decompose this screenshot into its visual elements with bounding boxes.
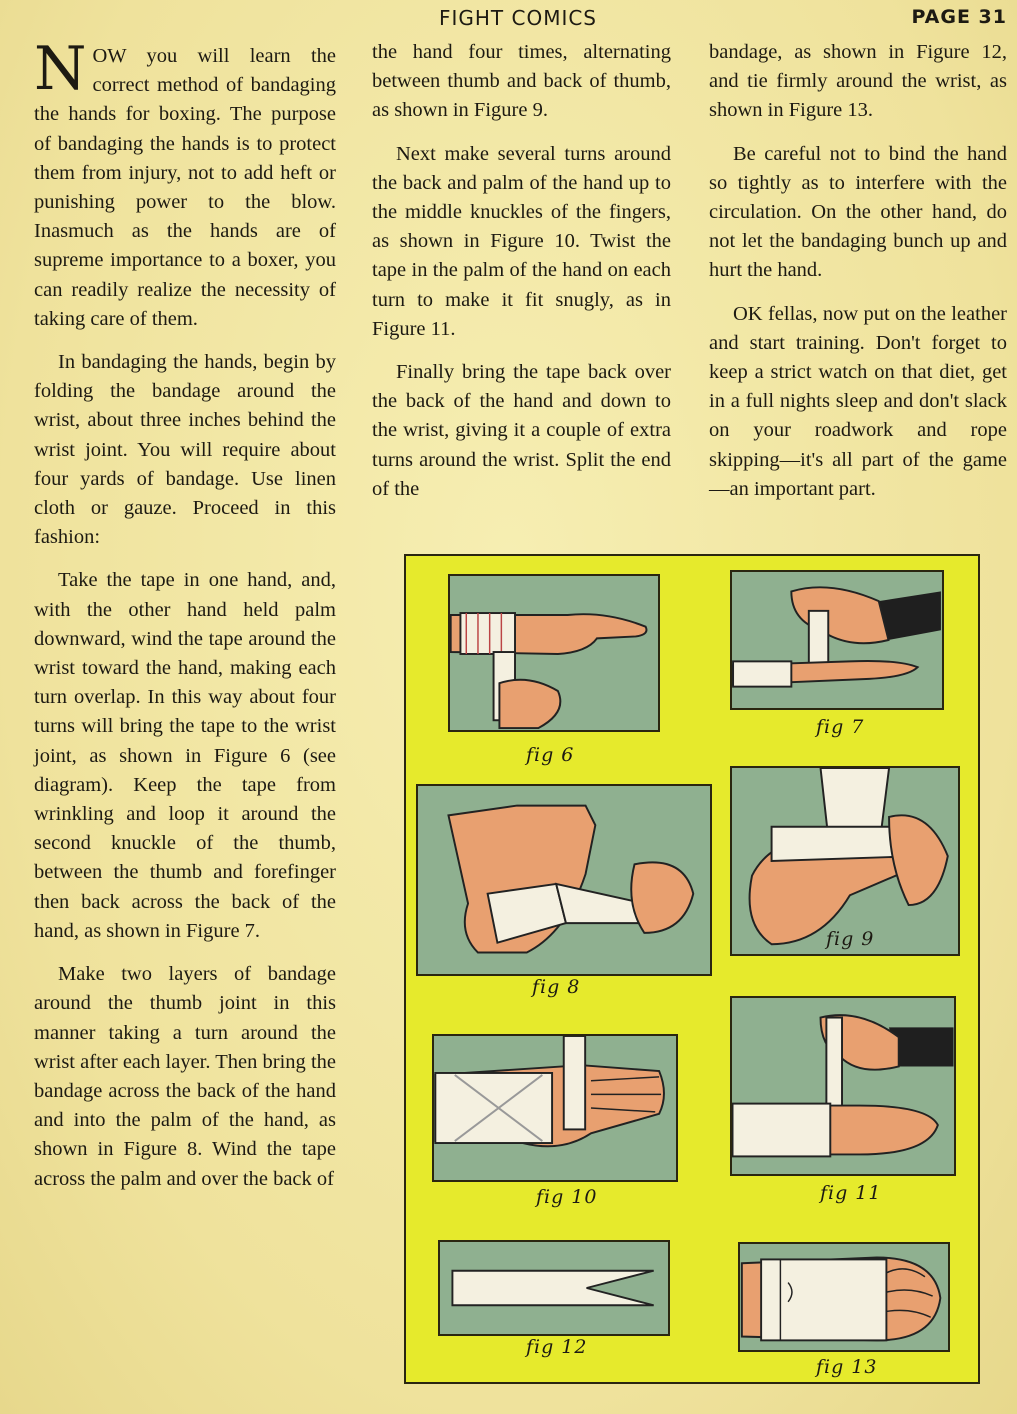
paragraph: Take the tape in one hand, and, with the other hand held palm downward, wind the tape around the wrist toward the hand, making each turn overlap. In this way about four turns will bring the tape to the wrist joint, as shown in Figure 6 (see diagram). Keep the tape from wrinkling and loop it around the second knuckle of the thumb, between the thumb and forefinger then back across the back of the hand, as shown in Figure 7.	[34, 569, 336, 942]
paragraph: the hand four times, alternating between thumb and back of thumb, as shown in Figure 9.	[372, 41, 671, 122]
figure-13-illustration	[738, 1242, 950, 1352]
magazine-title: FIGHT COMICS	[438, 6, 598, 30]
hand-wrapping-wrist-illustration	[450, 576, 658, 730]
bandage-over-back-of-hand-illustration	[732, 768, 958, 954]
diagram-panel	[404, 554, 980, 1384]
figure-7-illustration	[730, 570, 944, 710]
figure-8-caption: fig 8	[532, 976, 581, 998]
paragraph: OK fellas, now put on the leather and start training. Don't forget to keep a strict watch on that diet, get in a full nights sleep and don't slack on your roadwork and rope skipping—it's all part of the game—an important part.	[709, 302, 1007, 500]
text-column-3	[709, 38, 1007, 518]
drop-cap: N	[34, 34, 87, 104]
figure-11-illustration	[730, 996, 956, 1176]
split-bandage-end-illustration	[440, 1242, 668, 1334]
text-column-2	[372, 38, 671, 518]
bandage-around-thumb-illustration	[732, 572, 942, 708]
figure-10-illustration	[432, 1034, 678, 1182]
figure-10-caption: fig 10	[536, 1186, 598, 1208]
figure-7-caption: fig 7	[816, 716, 865, 738]
bandage-to-knuckles-illustration	[434, 1036, 676, 1180]
paragraph: Next make several turns around the back and palm of the hand up to the middle knuckles of the fingers, as shown in Figure 10. Twist the tape in the palm of the hand on each turn to make it fit snugly, as in Figure 11.	[372, 142, 671, 340]
bandage-across-palm-illustration	[418, 786, 710, 974]
figure-8-illustration	[416, 784, 712, 976]
figure-12-illustration	[438, 1240, 670, 1336]
text-column-1	[34, 34, 336, 1208]
paragraph: Be careful not to bind the hand so tightly as to interfere with the circulation. On the other hand, do not let the bandaging bunch up and hurt the hand.	[709, 142, 1007, 282]
figure-13-caption: fig 13	[816, 1356, 878, 1378]
figure-6-caption: fig 6	[526, 744, 575, 766]
paragraph: In bandaging the hands, begin by folding the bandage around the wrist, about three inches behind the wrist joint. You will require about four yards of bandage. Use linen cloth or gauze. Proceed in this fashion:	[34, 351, 336, 549]
figure-12-caption: fig 12	[526, 1336, 588, 1358]
paragraph: bandage, as shown in Figure 12, and tie firmly around the wrist, as shown in Figure 13.	[709, 41, 1007, 122]
paragraph: Finally bring the tape back over the back of the hand and down to the wrist, giving it a couple of extra turns around the wrist. Split the end of the	[372, 361, 671, 500]
page-number: PAGE 31	[911, 6, 1007, 28]
paragraph-text: OW you will learn the correct method of bandaging the hands for boxing. The purpose of bandaging the hands is to protect them from injury, not to add heft or punishing power to the blow. Inasmuch as the hands are of supreme importance to a boxer, you can readily realize the necessity of taking care of them.	[34, 45, 336, 330]
tied-bandage-fist-illustration	[740, 1244, 948, 1350]
paragraph: Make two layers of bandage around the thumb joint in this manner taking a turn around the wrist after each layer. Then bring the bandage across the back of the hand and into the palm of the hand, as shown in Figure 8. Wind the tape across the palm and over the back of	[34, 963, 336, 1190]
figure-11-caption: fig 11	[820, 1182, 882, 1204]
twist-tape-in-palm-illustration	[732, 998, 954, 1174]
figure-6-illustration	[448, 574, 660, 732]
figure-9-caption: fig 9	[826, 928, 875, 950]
paragraph	[34, 34, 336, 334]
